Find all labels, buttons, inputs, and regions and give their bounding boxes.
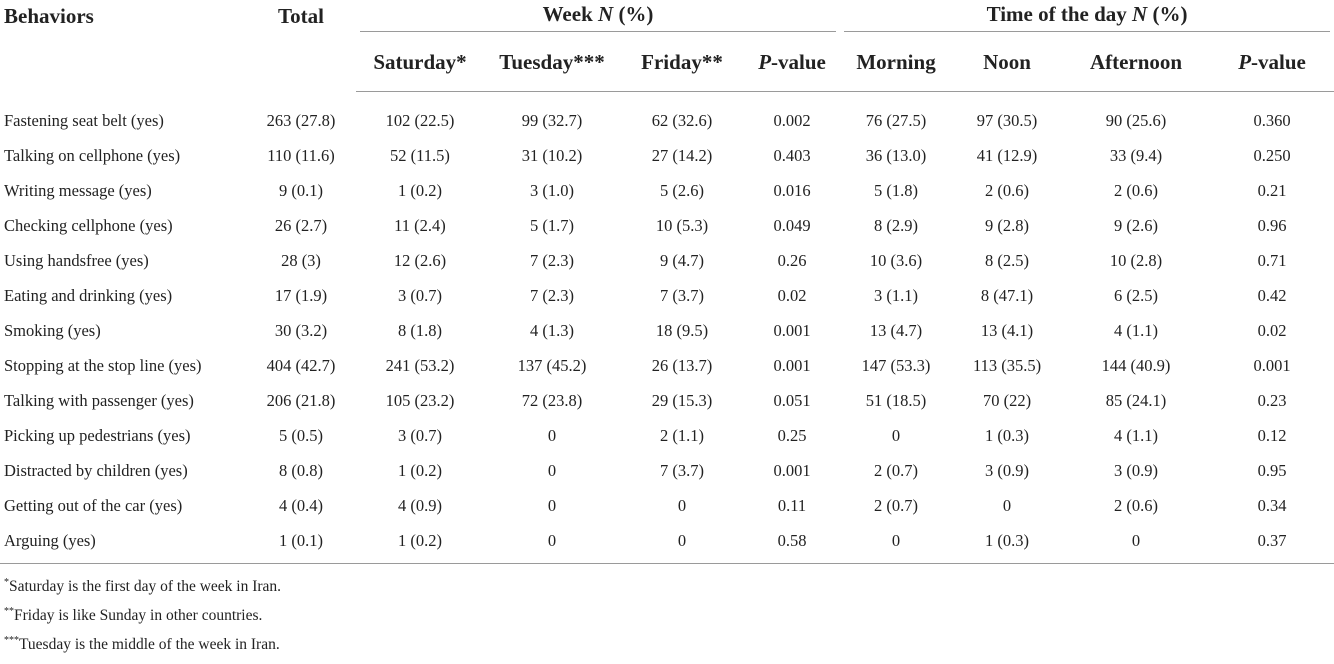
table-row (0, 349, 1334, 384)
cell-tuesday: 0 (547, 461, 557, 480)
cell-friday: 10 (5.3) (655, 216, 709, 235)
cell-noon: 1 (0.3) (952, 524, 1062, 564)
cell-friday: 18 (9.5) (655, 321, 709, 340)
cell-total: 263 (27.8) (266, 111, 336, 130)
pvalue-rest: -value (771, 49, 826, 74)
cell-p-week: 0.001 (773, 461, 811, 480)
cell-friday: 7 (3.7) (660, 286, 704, 305)
header-noon: Noon (952, 33, 1062, 92)
cell-p-time: 0.21 (1257, 181, 1287, 200)
cell-p-time: 0.95 (1257, 461, 1287, 480)
cell-p-week: 0.051 (773, 391, 811, 410)
cell-noon: 0 (1002, 496, 1012, 515)
cell-total: 110 (11.6) (267, 146, 335, 165)
cell-afternoon: 0 (1062, 524, 1210, 564)
cell-afternoon: 4 (1.1) (1114, 426, 1159, 445)
cell-morning: 76 (27.5) (865, 111, 927, 130)
cell-noon: 1 (0.3) (985, 426, 1030, 445)
cell-tuesday: 0 (547, 426, 557, 445)
pvalue-rest: -value (1251, 49, 1306, 74)
cell-p-time: 0.34 (1257, 496, 1287, 515)
cell-afternoon: 3 (0.9) (1114, 461, 1159, 480)
table-row (0, 524, 1334, 564)
cell-tuesday: 31 (10.2) (521, 146, 583, 165)
cell-morning: 5 (1.8) (874, 181, 919, 200)
cell-p-week: 0.002 (773, 111, 811, 130)
cell-label: Arguing (yes) (0, 524, 246, 564)
cell-label: Writing message (yes) (4, 181, 152, 200)
cell-label: Fastening seat belt (yes) (4, 111, 164, 130)
header-pvalue-week (744, 33, 840, 92)
time-prefix: Time of the day (986, 1, 1133, 26)
cell-morning: 2 (0.7) (874, 496, 919, 515)
cell-saturday: 1 (0.2) (398, 181, 442, 200)
header-week-group (356, 0, 840, 33)
cell-morning: 147 (53.3) (861, 356, 931, 375)
cell-friday: 5 (2.6) (660, 181, 704, 200)
cell-tuesday: 3 (1.0) (530, 181, 574, 200)
footnote-text: Saturday is the first day of the week in Iran. (9, 577, 282, 595)
cell-p-week: 0.26 (777, 251, 807, 270)
cell-p-time: 0.37 (1210, 524, 1334, 564)
cell-saturday: 3 (0.7) (398, 286, 442, 305)
footnote-text: Tuesday is the middle of the week in Iran. (19, 635, 280, 653)
table-row (0, 489, 1334, 524)
cell-p-time: 0.12 (1257, 426, 1287, 445)
cell-afternoon: 10 (2.8) (1109, 251, 1163, 270)
footnote (4, 628, 1334, 657)
cell-morning: 2 (0.7) (874, 461, 919, 480)
cell-morning: 0 (891, 426, 901, 445)
cell-label: Eating and drinking (yes) (4, 286, 173, 305)
cell-p-time: 0.360 (1253, 111, 1291, 130)
cell-friday: 2 (1.1) (660, 426, 704, 445)
cell-p-week: 0.11 (777, 496, 807, 515)
cell-p-time: 0.02 (1257, 321, 1287, 340)
cell-p-week: 0.049 (773, 216, 811, 235)
cell-p-week: 0.016 (773, 181, 811, 200)
table-row (0, 419, 1334, 454)
cell-p-time: 0.96 (1257, 216, 1287, 235)
cell-p-week: 0.58 (744, 524, 840, 564)
header-behaviors: Behaviors (4, 4, 94, 28)
cell-total: 8 (0.8) (279, 461, 323, 480)
time-suffix: (%) (1147, 1, 1188, 26)
cell-p-week: 0.25 (777, 426, 807, 445)
cell-label: Picking up pedestrians (yes) (4, 426, 191, 445)
footnote-mark: * (4, 576, 9, 588)
footnote-mark: ** (4, 605, 14, 617)
cell-total: 9 (0.1) (279, 181, 323, 200)
cell-p-time: 0.71 (1257, 251, 1287, 270)
cell-afternoon: 4 (1.1) (1114, 321, 1159, 340)
cell-morning: 3 (1.1) (874, 286, 919, 305)
cell-label: Talking on cellphone (yes) (4, 146, 181, 165)
table-row (0, 174, 1334, 209)
cell-afternoon: 6 (2.5) (1114, 286, 1159, 305)
footnote (4, 599, 1334, 628)
cell-noon: 8 (47.1) (980, 286, 1034, 305)
footnotes (0, 564, 1334, 657)
header-total: Total (278, 4, 324, 28)
cell-total: 1 (0.1) (246, 524, 356, 564)
pvalue-p: P (758, 49, 772, 74)
cell-noon: 97 (30.5) (976, 111, 1038, 130)
cell-noon: 3 (0.9) (985, 461, 1030, 480)
cell-tuesday: 137 (45.2) (517, 356, 587, 375)
footnote (4, 570, 1334, 599)
cell-tuesday: 72 (23.8) (521, 391, 583, 410)
cell-label: Distracted by children (yes) (4, 461, 188, 480)
cell-saturday: 8 (1.8) (398, 321, 442, 340)
cell-morning: 8 (2.9) (874, 216, 919, 235)
cell-saturday: 1 (0.2) (398, 461, 442, 480)
pvalue-p: P (1238, 49, 1252, 74)
cell-tuesday: 7 (2.3) (530, 286, 574, 305)
table-row (0, 209, 1334, 244)
table-row (0, 454, 1334, 489)
cell-p-time: 0.250 (1253, 146, 1291, 165)
table-row (0, 384, 1334, 419)
table-body (0, 92, 1334, 564)
cell-noon: 2 (0.6) (985, 181, 1030, 200)
table-row (0, 244, 1334, 279)
cell-friday: 27 (14.2) (651, 146, 713, 165)
time-n: N (1132, 1, 1148, 26)
table-row (0, 314, 1334, 349)
footnote-mark: *** (4, 634, 19, 646)
cell-p-week: 0.02 (777, 286, 807, 305)
week-n: N (598, 1, 614, 26)
header-pvalue-time (1210, 33, 1334, 92)
table-row (0, 279, 1334, 314)
cell-morning: 10 (3.6) (869, 251, 923, 270)
header-time-group (840, 0, 1334, 33)
cell-saturday: 3 (0.7) (398, 426, 442, 445)
cell-label: Getting out of the car (yes) (4, 496, 183, 515)
table-header (0, 0, 1334, 92)
cell-label: Using handsfree (yes) (4, 251, 149, 270)
footnote-text: Friday is like Sunday in other countries. (14, 606, 263, 624)
cell-morning: 51 (18.5) (865, 391, 927, 410)
cell-label: Smoking (yes) (4, 321, 101, 340)
table-row (0, 92, 1334, 139)
cell-total: 404 (42.7) (266, 356, 336, 375)
cell-noon: 13 (4.1) (980, 321, 1034, 340)
cell-tuesday: 99 (32.7) (521, 111, 583, 130)
cell-friday: 29 (15.3) (651, 391, 713, 410)
cell-p-time: 0.42 (1257, 286, 1287, 305)
cell-morning: 13 (4.7) (869, 321, 923, 340)
cell-noon: 8 (2.5) (985, 251, 1030, 270)
cell-noon: 41 (12.9) (976, 146, 1038, 165)
week-suffix: (%) (613, 1, 654, 26)
header-tuesday: Tuesday*** (484, 33, 620, 92)
cell-friday: 7 (3.7) (660, 461, 704, 480)
header-afternoon: Afternoon (1062, 33, 1210, 92)
cell-friday: 62 (32.6) (651, 111, 713, 130)
header-friday: Friday** (620, 33, 744, 92)
cell-saturday: 12 (2.6) (393, 251, 447, 270)
cell-p-week: 0.403 (773, 146, 811, 165)
cell-friday: 0 (620, 524, 744, 564)
cell-p-time: 0.23 (1257, 391, 1287, 410)
cell-afternoon: 33 (9.4) (1109, 146, 1163, 165)
cell-saturday: 105 (23.2) (385, 391, 455, 410)
cell-afternoon: 85 (24.1) (1105, 391, 1167, 410)
cell-tuesday: 0 (484, 524, 620, 564)
cell-saturday: 1 (0.2) (356, 524, 484, 564)
table-row (0, 139, 1334, 174)
cell-saturday: 52 (11.5) (390, 146, 450, 165)
header-morning: Morning (840, 33, 952, 92)
cell-total: 206 (21.8) (266, 391, 336, 410)
cell-noon: 113 (35.5) (972, 356, 1042, 375)
cell-tuesday: 4 (1.3) (530, 321, 574, 340)
cell-saturday: 102 (22.5) (385, 111, 455, 130)
cell-morning: 0 (840, 524, 952, 564)
cell-total: 4 (0.4) (279, 496, 323, 515)
cell-afternoon: 90 (25.6) (1105, 111, 1167, 130)
cell-saturday: 241 (53.2) (385, 356, 455, 375)
cell-saturday: 11 (2.4) (394, 216, 446, 235)
cell-total: 30 (3.2) (274, 321, 328, 340)
cell-p-week: 0.001 (773, 356, 811, 375)
cell-total: 28 (3) (281, 251, 321, 270)
cell-p-time: 0.001 (1253, 356, 1291, 375)
cell-total: 26 (2.7) (274, 216, 328, 235)
week-prefix: Week (542, 1, 599, 26)
cell-tuesday: 5 (1.7) (530, 216, 574, 235)
cell-total: 17 (1.9) (274, 286, 328, 305)
cell-saturday: 4 (0.9) (398, 496, 442, 515)
cell-label: Checking cellphone (yes) (4, 216, 173, 235)
cell-afternoon: 9 (2.6) (1114, 216, 1159, 235)
cell-total: 5 (0.5) (279, 426, 323, 445)
cell-p-week: 0.001 (773, 321, 811, 340)
cell-afternoon: 2 (0.6) (1114, 496, 1159, 515)
cell-tuesday: 7 (2.3) (530, 251, 574, 270)
cell-noon: 9 (2.8) (985, 216, 1030, 235)
cell-friday: 9 (4.7) (660, 251, 704, 270)
cell-tuesday: 0 (547, 496, 557, 515)
cell-label: Talking with passenger (yes) (4, 391, 194, 410)
cell-afternoon: 2 (0.6) (1114, 181, 1159, 200)
cell-noon: 70 (22) (982, 391, 1032, 410)
cell-label: Stopping at the stop line (yes) (4, 356, 202, 375)
cell-afternoon: 144 (40.9) (1101, 356, 1171, 375)
cell-friday: 26 (13.7) (651, 356, 713, 375)
header-saturday: Saturday* (356, 33, 484, 92)
cell-friday: 0 (677, 496, 687, 515)
cell-morning: 36 (13.0) (865, 146, 927, 165)
